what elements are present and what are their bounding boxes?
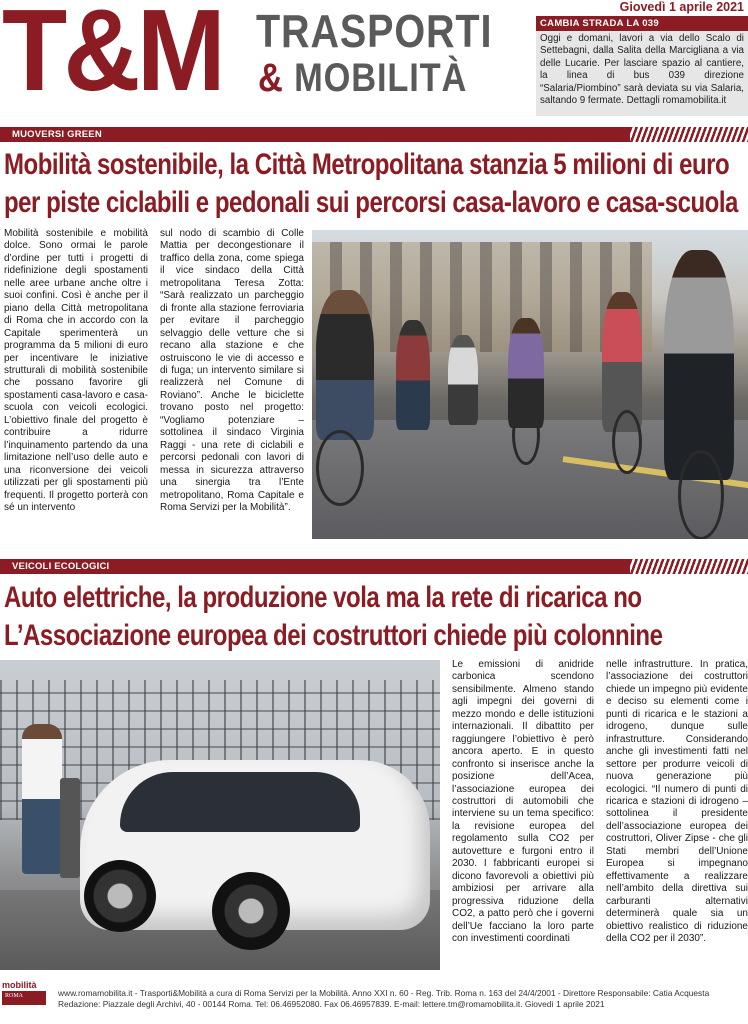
brand-ampersand: & (258, 56, 284, 100)
footer-imprint (58, 988, 748, 1010)
headline-2-line1: Auto elettriche, la produzione vola ma la rete di ricarica no (4, 581, 642, 614)
cyclist-figure (664, 250, 734, 480)
bicycle-wheel (316, 430, 364, 506)
section-stripes (630, 559, 748, 574)
article1-column1: Mobilità sostenibile e mobilità dolce. Sono ormai le parole d’ordine per tutti i progetti di ridefinizione degli spostamenti nelle aree urbane anche oltre i suoi confini. Così è anche per il piano della Città metropolitana di Roma che in accordo con la Capitale sperimenterà un programma da 5 milioni di euro per incentivare le iniziative strutturali di mobilità sostenibile che possano favorire gli spostamenti casa-lavoro e casa-scuola con veicoli ecologici. L’obiettivo finale del progetto è contribuire a ridurre l’inquinamento partendo da una limitazione nell’uso delle auto e una riconversione dei veicoli utilizzati per gli spostamenti più frequenti. Il progetto porterà con sé un intervento (4, 228, 148, 513)
mobilita-roma-logo (2, 980, 46, 1020)
cyclists-photo (312, 230, 748, 539)
section-bar-veicoli-ecologici (0, 559, 748, 574)
article1-column2: sul nodo di scambio di Colle Mattia per decongestionare il traffico della zona, come spiega il vice sindaco della Città metropolitana Teresa Zotta: “Sarà realizzato un parcheggio di fronte alla stazione ferroviaria per evitare il parcheggio selvaggio delle vetture che si recano alla stazione e che ostruiscono le vie di accesso e di fuga; un intervento similare si realizzerà nel Comune di Roviano”. Anche le biciclette trovano posto nel progetto: “Vogliamo potenziare – sottolinea il sindaco Virginia Raggi - una rete di ciclabili e percorsi pedonali con lavori di messa in sicurezza attraverso una sinergia tra l’Ente metropolitano, Roma Capitale e Roma Servizi per la Mobilità”. (160, 228, 304, 513)
masthead (0, 0, 748, 120)
car-wheel (212, 872, 290, 950)
bicycle-wheel (678, 450, 724, 539)
brand-title-line2 (258, 58, 467, 98)
car-window (120, 772, 360, 832)
electric-car-photo (0, 660, 440, 970)
news-box-heading: CAMBIA STRADA LA 039 (536, 16, 748, 31)
headline-1-line2: per piste ciclabili e pedonali sui percorsi casa-lavoro e casa-scuola (4, 186, 738, 219)
news-box-body: Oggi e domani, lavori a via dello Scalo di Settebagni, dalla Salita della Marcigliana a via delle Lucarie. Per lasciare spazio al cantiere, la linea di bus 039 direzione “Salaria/Piombino” sarà deviata su via Salaria, saltando 9 fermate. Dettagli romamobilita.it (540, 33, 744, 107)
bicycle-wheel (612, 410, 642, 474)
brand-title-line1: TRASPORTI (256, 5, 493, 57)
charging-station (60, 778, 80, 878)
headline-2-line2: L’Associazione europea dei costruttori chiede più colonnine (4, 619, 663, 652)
section-label: VEICOLI ECOLOGICI (12, 561, 110, 572)
article2-column1: Le emissioni di anidride carbonica scendono sensibilmente. Almeno stando agli impegni dei governi di mezzo mondo e delle istituzioni internazionali. Il dibattito per raggiungere l’obiettivo è però ancora aperto. E in questo confronto si inserisce anche la posizione dell’Acea, l’associazione europea dei costruttori di automobili che interviene su un tema specifico: la revisione europea del regolamento sulla CO2 per autovetture e furgoni entro il 2030. I fabbricanti europei si dicono favorevoli a obiettivi più ambiziosi per arrivare alla progressiva riduzione della CO2, a patto però che i governi dell’Ue facciano la loro parte con investimenti coordinati (452, 659, 594, 944)
footer-line1: www.romamobilita.it - Trasporti&Mobilità a cura di Roma Servizi per la Mobilità. Anno XXI n. 60 - Reg. Trib. Roma n. 163 del 24/4/2001 - Direttore Responsabile: Catia Acquesta (58, 988, 710, 998)
footer-line2: Redazione: Piazzale degli Archivi, 40 - 00144 Roma. Tel: 06.46952080. Fax 06.46957839. E-mail: lettere.tm@romamobilita.it. Giovedì 1 aprile 2021 (58, 999, 605, 1009)
article2-column2: nelle infrastrutture. In pratica, l’associazione dei costruttori chiede un impegno più evidente e deciso su elementi come i punti di ricarica e le stazioni a idrogeno, dunque sulle infrastrutture. Considerando anche gli investimenti fatti nel settore per produrre veicoli di nuova generazione più ecologici. “Il numero di punti di ricarica e stazioni di idrogeno – sottolinea il presidente dell’associazione europea dei costruttori, Oliver Zipse - che gli Stati membri dell’Unione Europea si impegnano effettivamente a realizzare nell’ambito della direttiva sui carburanti alternativi determinerà quale sia un obiettivo realistico di riduzione della CO2 per il 2030”. (606, 659, 748, 944)
section-label: MUOVERSI GREEN (12, 129, 102, 140)
cyclist-figure (448, 335, 478, 425)
headline-1-line1: Mobilità sostenibile, la Città Metropolitana stanzia 5 milioni di euro (4, 148, 730, 181)
cyclist-figure (396, 320, 430, 430)
tm-logo: T&M (2, 0, 223, 115)
brand-title-mobilita: MOBILITÀ (294, 56, 468, 100)
section-bar-muoversi-green (0, 127, 748, 142)
issue-date: Giovedì 1 aprile 2021 (619, 0, 744, 14)
bicycle-wheel (512, 405, 540, 465)
section-stripes (630, 127, 748, 142)
logo-text-bottom: ROMA (2, 991, 46, 1005)
person-figure (22, 724, 62, 874)
cyclist-figure (316, 290, 374, 440)
logo-text-top: mobilità (2, 980, 37, 990)
car-wheel (84, 860, 156, 932)
news-box (536, 16, 748, 116)
